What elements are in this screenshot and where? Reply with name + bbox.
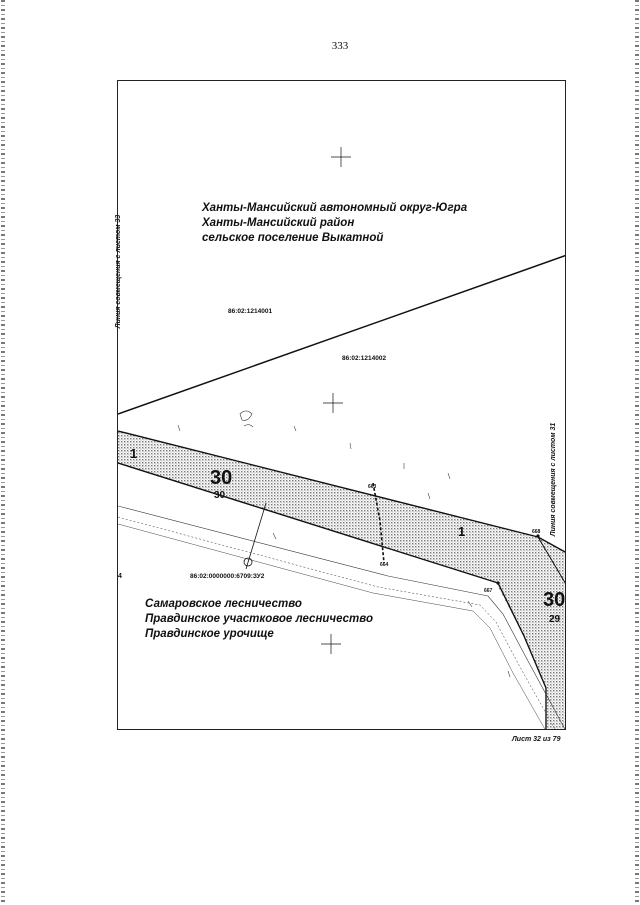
- sheet-number-label: Лист 32 из 79: [512, 736, 561, 743]
- region-okrug-label: Ханты-Мансийский автономный округ-Югра: [202, 202, 468, 214]
- cadastral-block-1-label: 86:02:1214001: [228, 308, 273, 315]
- quarter-subnumber-30: 30: [214, 490, 226, 501]
- point-663: 663: [368, 484, 377, 490]
- grid-cross-1: [331, 147, 351, 167]
- point-664: 664: [380, 562, 389, 568]
- quarter-number-29: 29: [549, 614, 561, 625]
- edge-number-4: 4: [118, 573, 122, 580]
- quarter-number-30: 30: [210, 467, 233, 489]
- grid-cross-2: [323, 393, 343, 413]
- scan-edge-right: [635, 0, 639, 905]
- cadastral-parcel-label: 86:02:0000000:6709:ЗУ2: [190, 573, 265, 580]
- forestry-tract-label: Правдинское урочище: [145, 628, 274, 640]
- scan-edge-left: [1, 0, 5, 905]
- region-settlement-label: сельское поселение Выкатной: [202, 232, 384, 244]
- terrain-mark-swamp: [240, 411, 253, 427]
- cadastral-block-2-label: 86:02:1214002: [342, 355, 387, 362]
- quarter-number-1-right: 1: [458, 524, 466, 539]
- page-number: 333: [331, 40, 349, 52]
- forestry-subdistrict-label: Правдинское участковое лесничество: [145, 613, 373, 625]
- parcel-leader: [246, 503, 266, 569]
- map-frame: [117, 80, 566, 730]
- alignment-label-right: Линия совмещения с листом 31: [550, 422, 558, 537]
- survey-point-dot: [496, 581, 499, 584]
- grid-cross-3: [321, 634, 341, 654]
- alignment-label-left: Линия совмещения с листом 33: [115, 214, 123, 329]
- point-668: 668: [532, 529, 541, 535]
- forestry-district-label: Самаровское лесничество: [145, 598, 302, 610]
- point-667: 667: [484, 588, 493, 594]
- block-boundary-line: [118, 255, 566, 414]
- quarter-number-30-right: 30: [543, 589, 566, 611]
- quarter-number-1-left: 1: [130, 446, 138, 461]
- region-district-label: Ханты-Мансийский район: [202, 217, 355, 229]
- corridor-band: [118, 431, 566, 583]
